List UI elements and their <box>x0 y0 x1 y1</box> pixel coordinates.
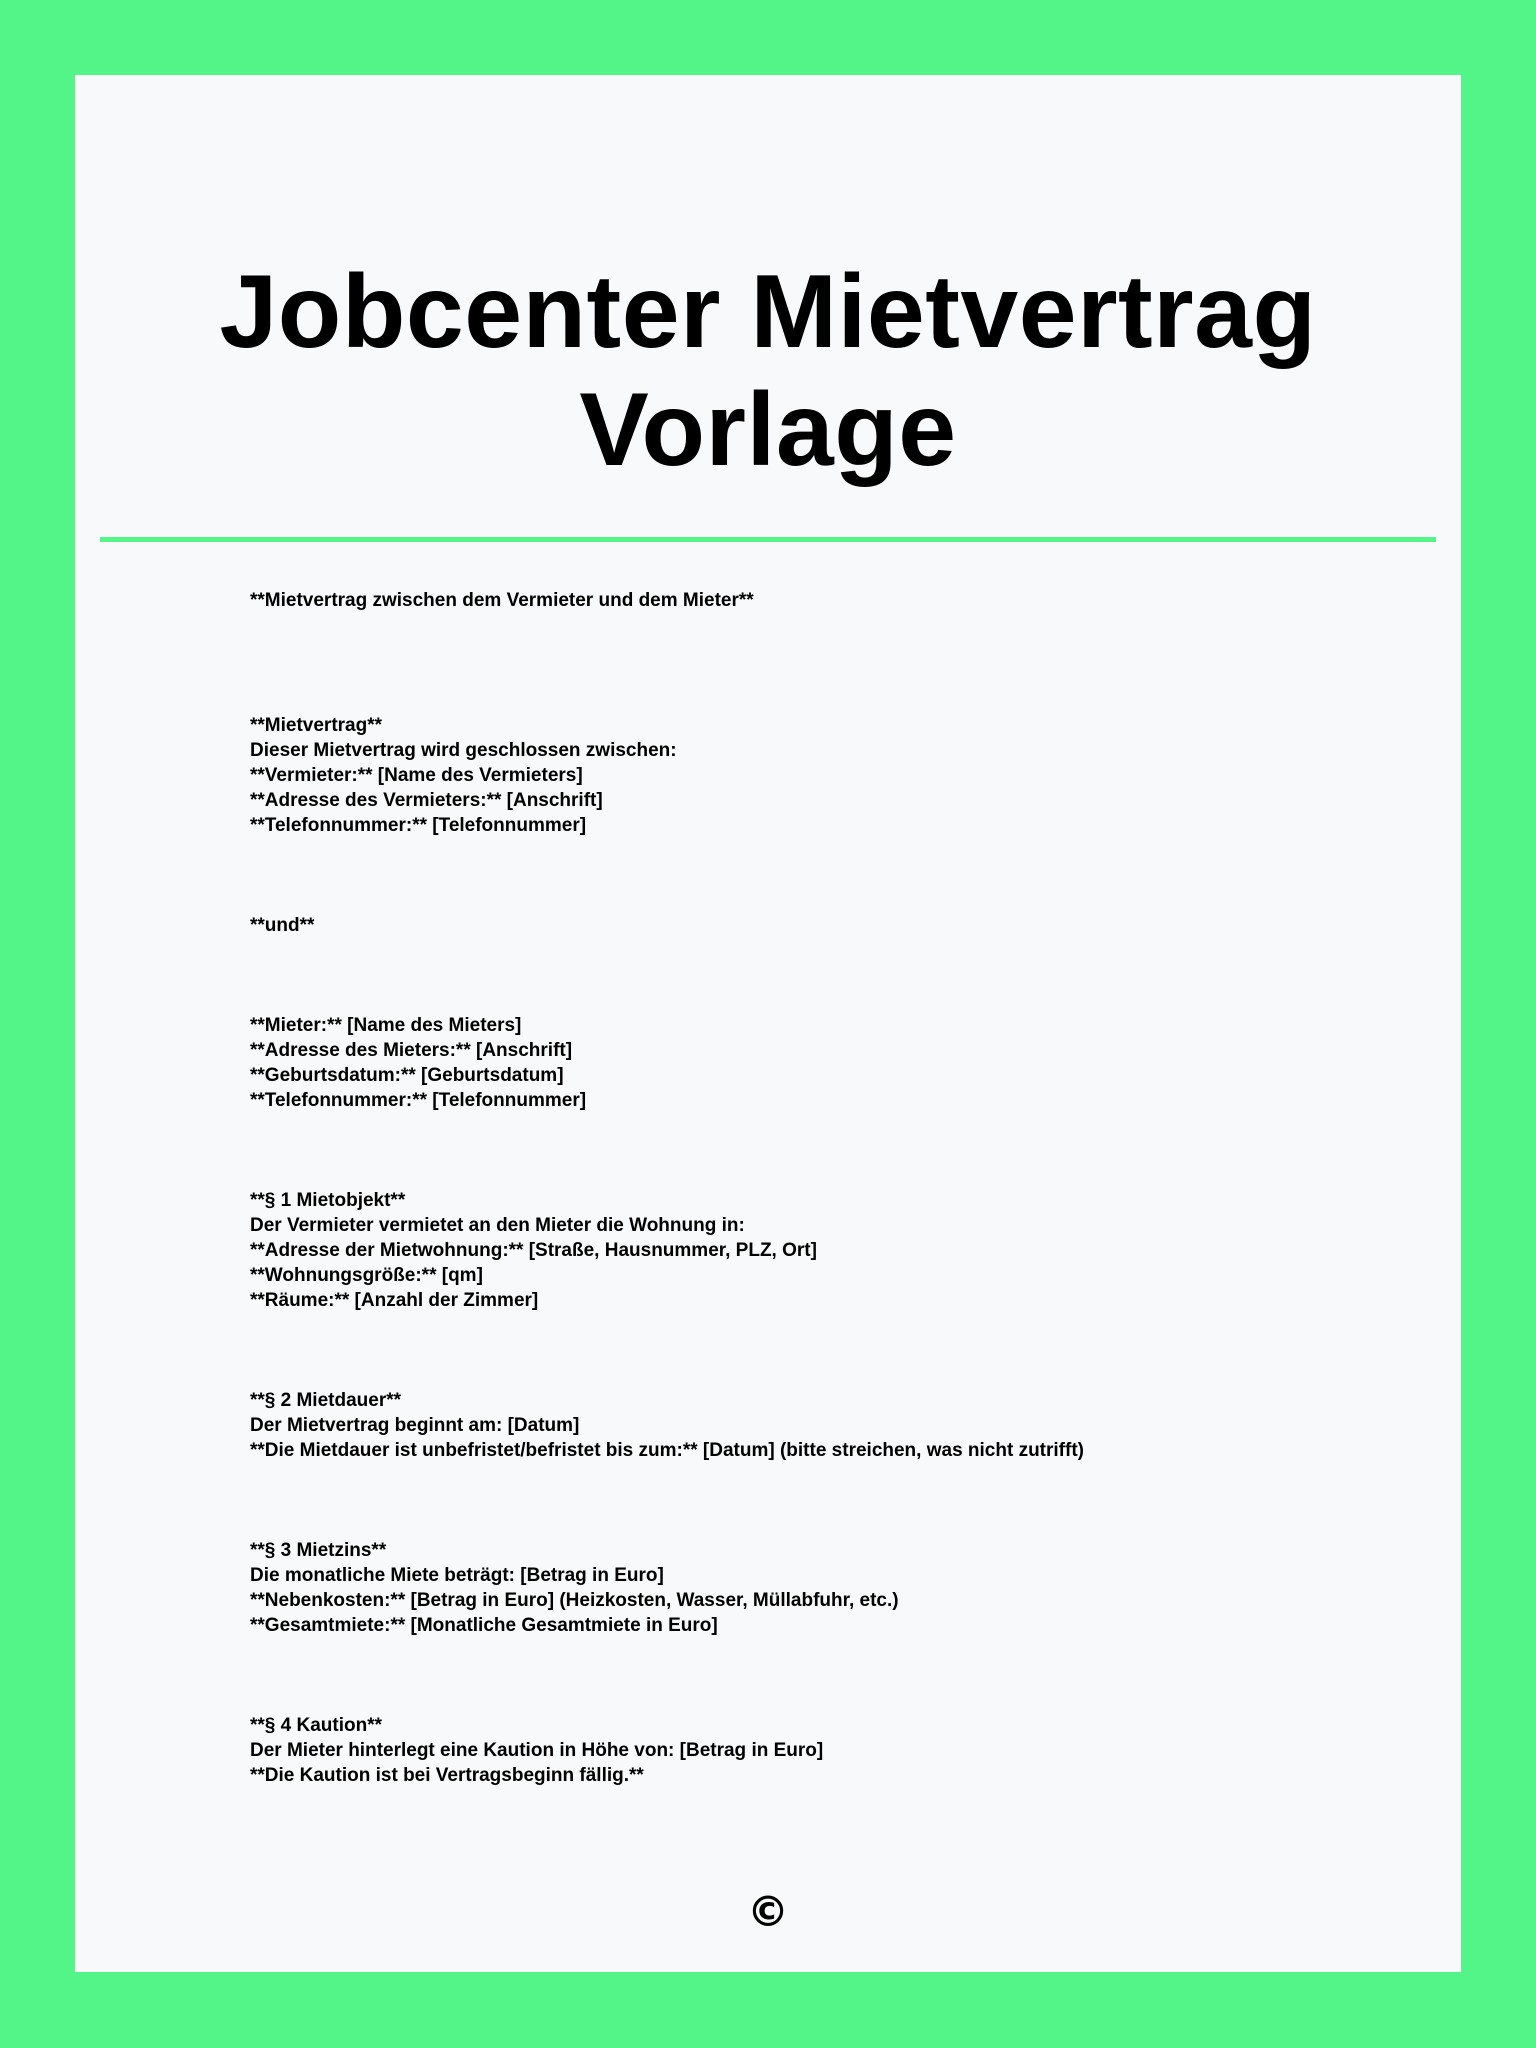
section-line: **Die Mietdauer ist unbefristet/befristet bis zum:** [Datum] (bitte streichen, was nicht zutrifft) <box>250 1440 1084 1461</box>
section-heading: **§ 4 Kaution** <box>250 1715 382 1736</box>
section-line: **Die Kaution ist bei Vertragsbeginn fällig.** <box>250 1765 644 1786</box>
document-title-line-2: Vorlage <box>579 372 957 488</box>
intro-line: **Mietvertrag zwischen dem Vermieter und dem Mieter** <box>250 590 754 611</box>
section-line: **Gesamtmiete:** [Monatliche Gesamtmiete in Euro] <box>250 1615 718 1636</box>
section-line: **Adresse des Vermieters:** [Anschrift] <box>250 790 603 811</box>
section-line: **Adresse der Mietwohnung:** [Straße, Hausnummer, PLZ, Ort] <box>250 1240 817 1261</box>
section-line: Der Vermieter vermietet an den Mieter die Wohnung in: <box>250 1215 745 1236</box>
section-line: **Vermieter:** [Name des Vermieters] <box>250 765 583 786</box>
section-line: **Adresse des Mieters:** [Anschrift] <box>250 1040 573 1061</box>
section-line: Der Mietvertrag beginnt am: [Datum] <box>250 1415 580 1436</box>
document-page <box>75 75 1461 1972</box>
section-heading: **§ 2 Mietdauer** <box>250 1390 402 1411</box>
section-mietvertrag <box>250 713 1350 838</box>
und-line: **und** <box>250 915 315 936</box>
section-line: Dieser Mietvertrag wird geschlossen zwischen: <box>250 740 677 761</box>
section-2-mietdauer <box>250 1388 1350 1463</box>
section-line: **Mieter:** [Name des Mieters] <box>250 1015 522 1036</box>
section-line: **Räume:** [Anzahl der Zimmer] <box>250 1290 539 1311</box>
section-line: **Wohnungsgröße:** [qm] <box>250 1265 483 1286</box>
section-mieter <box>250 1013 1350 1113</box>
section-line: **Telefonnummer:** [Telefonnummer] <box>250 815 587 836</box>
section-line: Der Mieter hinterlegt eine Kaution in Höhe von: [Betrag in Euro] <box>250 1740 824 1761</box>
copyright-icon: © <box>747 1887 789 1936</box>
document-title <box>75 253 1461 489</box>
section-line: **Nebenkosten:** [Betrag in Euro] (Heizkosten, Wasser, Müllabfuhr, etc.) <box>250 1590 899 1611</box>
section-1-mietobjekt <box>250 1188 1350 1313</box>
section-3-mietzins <box>250 1538 1350 1638</box>
section-heading: **Mietvertrag** <box>250 715 382 736</box>
title-divider <box>100 537 1436 542</box>
document-title-line-1: Jobcenter Mietvertrag <box>219 254 1317 370</box>
section-line: Die monatliche Miete beträgt: [Betrag in Euro] <box>250 1565 664 1586</box>
section-line: **Geburtsdatum:** [Geburtsdatum] <box>250 1065 564 1086</box>
section-heading: **§ 3 Mietzins** <box>250 1540 387 1561</box>
section-4-kaution <box>250 1713 1350 1788</box>
section-heading: **§ 1 Mietobjekt** <box>250 1190 406 1211</box>
section-line: **Telefonnummer:** [Telefonnummer] <box>250 1090 587 1111</box>
document-body <box>250 588 1350 1788</box>
